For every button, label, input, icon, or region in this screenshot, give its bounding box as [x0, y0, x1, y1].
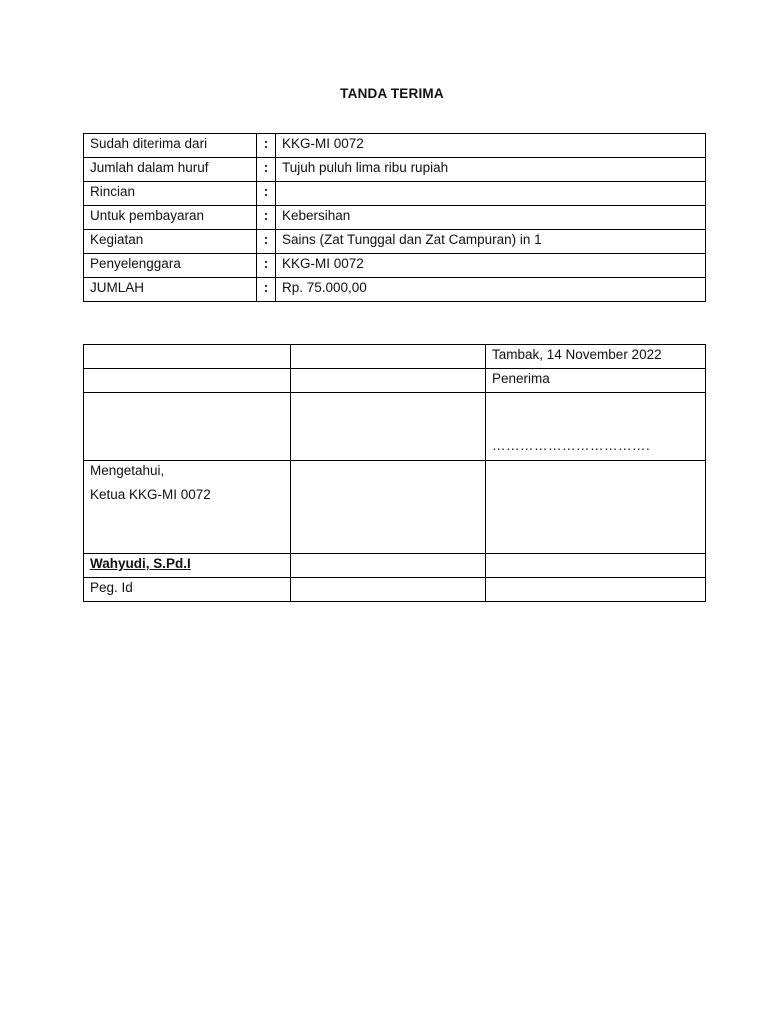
- table-row: [84, 206, 706, 230]
- table-row: [84, 182, 706, 206]
- acknowledged-label: Mengetahui,: [90, 463, 165, 478]
- row-value: KKG-MI 0072: [276, 254, 706, 278]
- receiver-signature-cell: [486, 393, 706, 461]
- table-row: [84, 134, 706, 158]
- table-row: [84, 578, 706, 602]
- table-row: [84, 158, 706, 182]
- row-separator: :: [257, 230, 276, 254]
- row-value: Tujuh puluh lima ribu rupiah: [276, 158, 706, 182]
- table-row: [84, 554, 706, 578]
- row-label: Jumlah dalam huruf: [84, 158, 257, 182]
- receipt-info-table: [83, 133, 706, 302]
- empty-cell: [291, 345, 486, 369]
- receiver-signature-line: …………………………….: [492, 438, 651, 453]
- empty-cell: [291, 369, 486, 393]
- empty-cell: [486, 461, 706, 554]
- empty-cell: [291, 393, 486, 461]
- place-date: Tambak, 14 November 2022: [486, 345, 706, 369]
- document-title: TANDA TERIMA: [340, 86, 444, 101]
- row-label: Rincian: [84, 182, 257, 206]
- signature-table: [83, 344, 706, 602]
- row-label: Kegiatan: [84, 230, 257, 254]
- table-row: [84, 393, 706, 461]
- empty-cell: [291, 578, 486, 602]
- empty-cell: [291, 554, 486, 578]
- row-separator: :: [257, 182, 276, 206]
- table-row: [84, 254, 706, 278]
- row-value: [276, 182, 706, 206]
- signer-cell: [84, 554, 291, 578]
- empty-cell: [486, 554, 706, 578]
- row-separator: :: [257, 206, 276, 230]
- empty-cell: [291, 461, 486, 554]
- row-value: Rp. 75.000,00: [276, 278, 706, 302]
- row-label: Sudah diterima dari: [84, 134, 257, 158]
- empty-cell: [84, 393, 291, 461]
- acknowledged-role: Ketua KKG-MI 0072: [90, 487, 211, 502]
- row-value: Sains (Zat Tunggal dan Zat Campuran) in 1: [276, 230, 706, 254]
- table-row: [84, 461, 706, 554]
- row-value: Kebersihan: [276, 206, 706, 230]
- row-separator: :: [257, 278, 276, 302]
- row-label: Untuk pembayaran: [84, 206, 257, 230]
- row-label: JUMLAH: [84, 278, 257, 302]
- row-separator: :: [257, 158, 276, 182]
- empty-cell: [84, 345, 291, 369]
- table-row: [84, 369, 706, 393]
- row-separator: :: [257, 254, 276, 278]
- acknowledged-cell: [84, 461, 291, 554]
- signer-name: Wahyudi, S.Pd.I: [90, 556, 191, 571]
- empty-cell: [84, 369, 291, 393]
- row-label: Penyelenggara: [84, 254, 257, 278]
- row-separator: :: [257, 134, 276, 158]
- row-value: KKG-MI 0072: [276, 134, 706, 158]
- table-row: [84, 278, 706, 302]
- employee-id-label: Peg. Id: [84, 578, 291, 602]
- table-row: [84, 230, 706, 254]
- empty-cell: [486, 578, 706, 602]
- table-row: [84, 345, 706, 369]
- receiver-label: Penerima: [486, 369, 706, 393]
